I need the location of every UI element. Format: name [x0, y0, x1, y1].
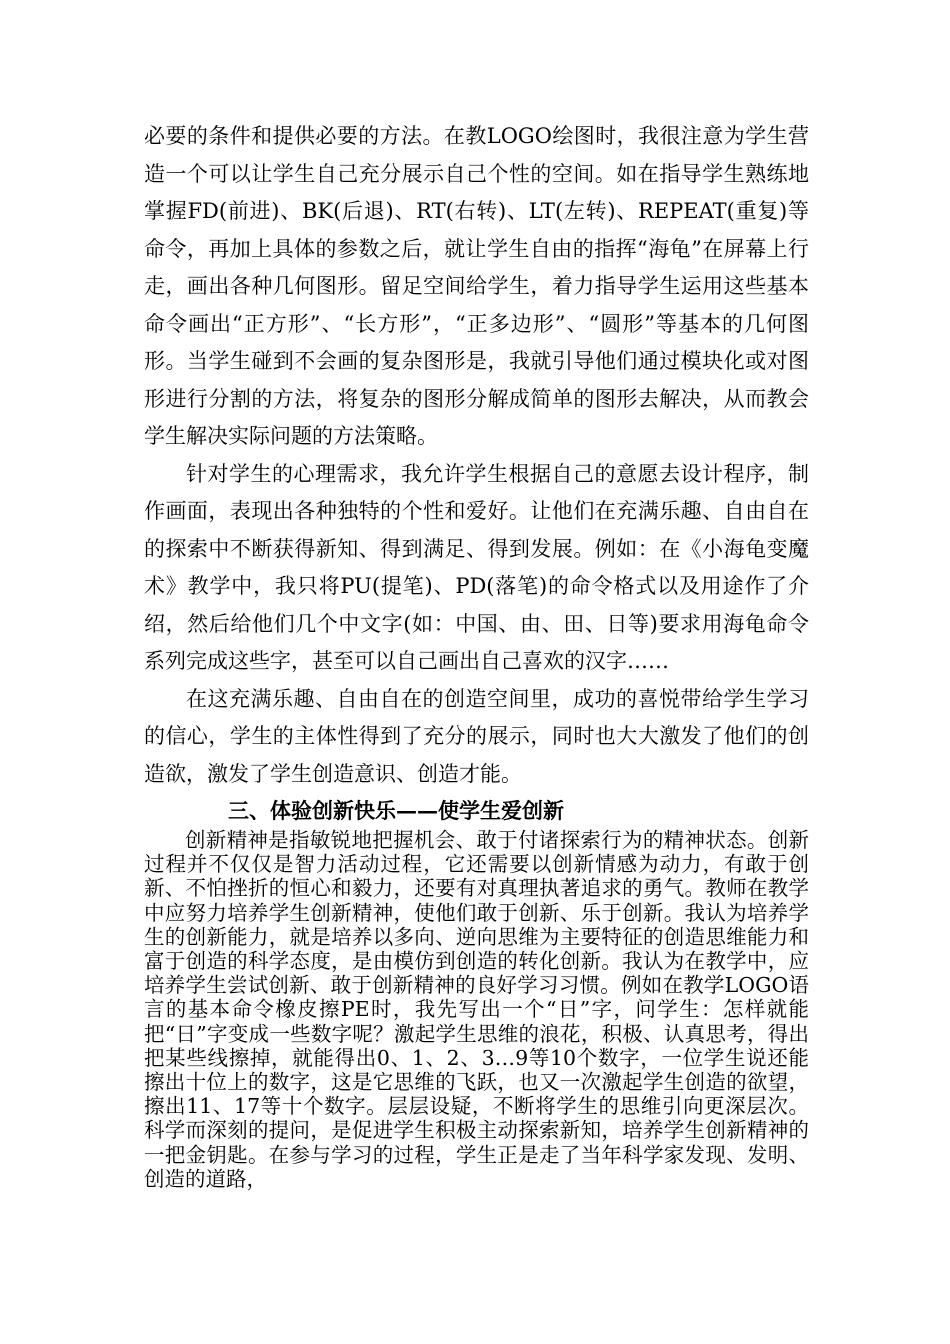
paragraph-innovation-spirit: 创新精神是指敏锐地把握机会、敢于付诸探索行为的精神状态。创新过程并不仅仅是智力活动过程，它还需要以创新情感为动力，有敢于创新、不怕挫折的恒心和毅力，还要有对真理执著追求的勇气。教师在教学中应努力培养学生创新精神，使他们敢于创新、乐于创新。我认为培养学生的创新能力，就是培养以多向、逆向思维为主要特征的创造思维能力和富于创造的科学态度，是由模仿到创造的转化创新。我认为在教学中，应培养学生尝试创新、敢于创新精神的良好学习习惯。例如在教学LOGO语言的基本命令橡皮擦PE时，我先写出一个“日”字，问学生：怎样就能把“日”字变成一些数字呢？激起学生思维的浪花，积极、认真思考，得出把某些线擦掉，就能得出0、1、2、3…9等10个数字，一位学生说还能擦出十位上的数字，这是它思维的飞跃，也又一次激起学生创造的欲望，擦出11、17等十个数字。层层设疑，不断将学生的思维引向更深层次。科学而深刻的提问，是促进学生积极主动探索新知，培养学生创新精神的一把金钥匙。在参与学习的过程，学生正是走了当年科学家发现、发明、创造的道路，: [144, 828, 809, 1191]
section-heading: 三、体验创新快乐——使学生爱创新: [228, 798, 564, 823]
paragraph-creative-space: 在这充满乐趣、自由自在的创造空间里，成功的喜悦带给学生学习的信心，学生的主体性得到了充分的展示，同时也大大激发了他们的创造欲，激发了学生创造意识、创造才能。: [144, 686, 809, 786]
body-text-lower: [144, 828, 809, 1191]
paragraph-logo-drawing: 必要的条件和提供必要的方法。在教LOGO绘图时，我很注意为学生营造一个可以让学生自己充分展示自己个性的空间。如在指导学生熟练地掌握FD(前进)、BK(后退)、RT(右转)、LT(左转)、REPEAT(重复)等命令，再加上具体的参数之后，就让学生自由的指挥“海龟”在屏幕上行走，画出各种几何图形。留足空间给学生，着力指导学生运用这些基本命令画出“正方形”、“长方形”，“正多边形”、“圆形”等基本的几何图形。当学生碰到不会画的复杂图形是，我就引导他们通过模块化或对图形进行分割的方法，将复杂的图形分解成简单的图形去解决，从而教会学生解决实际问题的方法策略。: [144, 124, 809, 448]
body-text-upper: [144, 118, 809, 793]
paragraph-psychological-needs: 针对学生的心理需求，我允许学生根据自己的意愿去设计程序，制作画面，表现出各种独特的个性和爱好。让他们在充满乐趣、自由自在的探索中不断获得新知、得到满足、得到发展。例如：在《小海龟变魔术》教学中，我只将PU(提笔)、PD(落笔)的命令格式以及用途作了介绍，然后给他们几个中文字(如：中国、由、田、日等)要求用海龟命令系列完成这些字，甚至可以自己画出自己喜欢的汉字……: [144, 461, 809, 673]
